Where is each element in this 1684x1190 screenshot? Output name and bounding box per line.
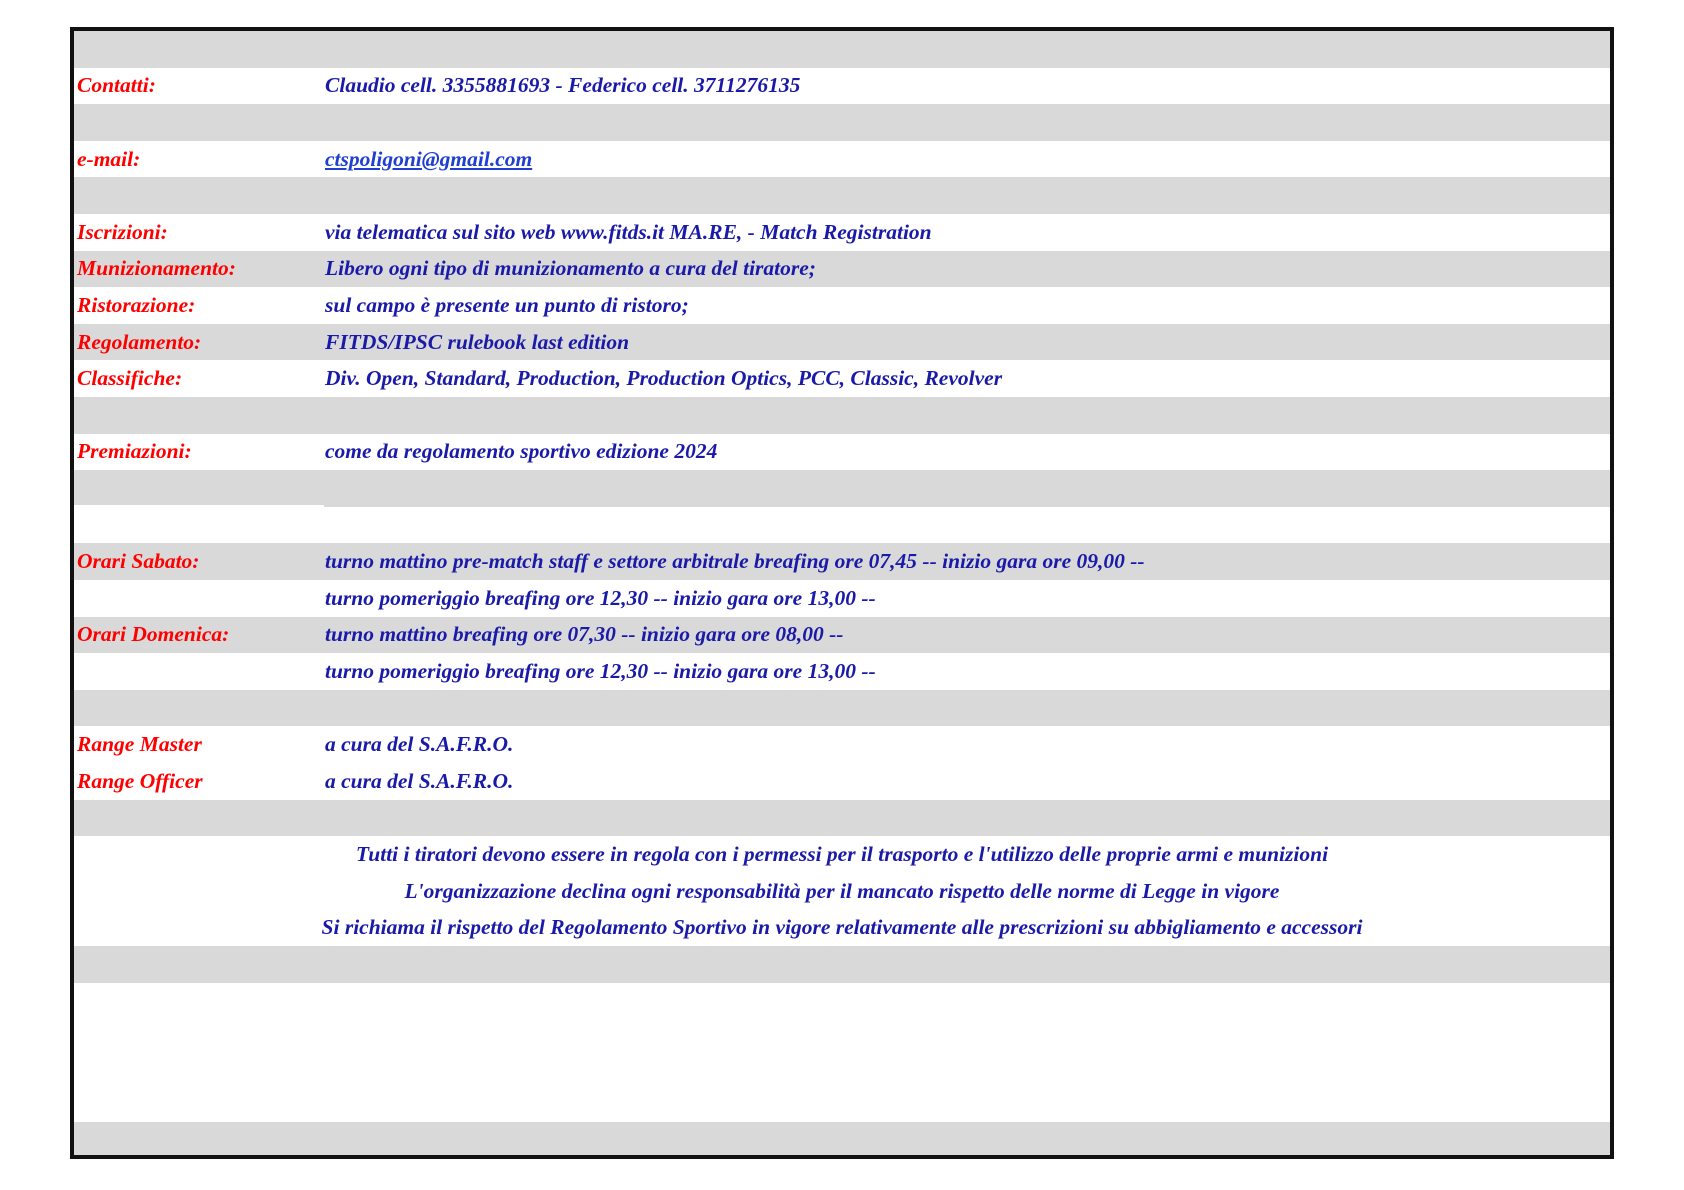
info-value: sul campo è presente un punto di ristoro;: [325, 292, 689, 317]
spacer-row: [74, 1122, 1610, 1155]
spacer-row: [74, 800, 1610, 837]
note-row: [74, 873, 1610, 910]
spacer-row: [74, 690, 1610, 727]
info-value: FITDS/IPSC rulebook last edition: [325, 329, 630, 354]
orari-sabato-pomeriggio: turno pomeriggio breafing ore 12,30 -- inizio gara ore 13,00 --: [325, 585, 876, 610]
orari-domenica-row-2: [74, 653, 1610, 690]
range-master-row: [74, 726, 1610, 763]
range-officer-row: [74, 763, 1610, 800]
note-row: [74, 836, 1610, 873]
note-text: Si richiama il rispetto del Regolamento Sportivo in vigore relativamente alle prescrizioni su abbigliamento e accessori: [321, 915, 1363, 940]
email-label: e-mail:: [77, 146, 141, 171]
email-link[interactable]: ctspoligoni@gmail.com: [325, 146, 533, 171]
info-label: Ristorazione:: [77, 292, 196, 317]
spacer-row: [74, 507, 1610, 544]
range-label: Range Officer: [77, 768, 203, 793]
orari-sabato-mattino: turno mattino pre-match staff e settore arbitrale breafing ore 07,45 -- inizio gara ore 09,00 --: [325, 549, 1145, 574]
contatti-label: Contatti:: [77, 73, 156, 98]
info-label: Iscrizioni:: [77, 219, 168, 244]
orari-sabato-row: [74, 543, 1610, 580]
contatti-row: [74, 68, 1610, 105]
orari-sabato-label: Orari Sabato:: [77, 549, 200, 574]
orari-sabato-row-2: [74, 580, 1610, 617]
orari-domenica-pomeriggio: turno pomeriggio breafing ore 12,30 -- inizio gara ore 13,00 --: [325, 658, 876, 683]
note-row: [74, 909, 1610, 946]
orari-domenica-label: Orari Domenica:: [77, 622, 230, 647]
info-value: Libero ogni tipo di munizionamento a cura del tiratore;: [325, 256, 816, 281]
info-value: via telematica sul sito web www.fitds.it MA.RE, - Match Registration: [325, 219, 932, 244]
info-sheet-frame: [70, 27, 1614, 1159]
info-row-regolamento: [74, 324, 1610, 361]
info-value: Div. Open, Standard, Production, Production Optics, PCC, Classic, Revolver: [325, 366, 1003, 391]
range-value: a cura del S.A.F.R.O.: [325, 732, 514, 757]
info-row-ristorazione: [74, 287, 1610, 324]
info-label: Munizionamento:: [77, 256, 236, 281]
premiazioni-label: Premiazioni:: [77, 439, 192, 464]
info-label: Classifiche:: [77, 366, 183, 391]
spacer-row: [74, 177, 1610, 214]
spacer-row: [74, 104, 1610, 141]
info-row-munizionamento: [74, 251, 1610, 288]
orari-domenica-mattino: turno mattino breafing ore 07,30 -- inizio gara ore 08,00 --: [325, 622, 844, 647]
note-text: L'organizzazione declina ogni responsabilità per il mancato rispetto delle norme di Legge in vigore: [404, 878, 1280, 903]
info-row-iscrizioni: [74, 214, 1610, 251]
range-value: a cura del S.A.F.R.O.: [325, 768, 514, 793]
note-text: Tutti i tiratori devono essere in regola con i permessi per il trasporto e l'utilizzo delle proprie armi e munizioni: [355, 841, 1329, 866]
contatti-value: Claudio cell. 3355881693 - Federico cell. 3711276135: [325, 73, 801, 98]
premiazioni-value: come da regolamento sportivo edizione 2024: [325, 439, 718, 464]
range-label: Range Master: [77, 732, 202, 757]
email-row: [74, 141, 1610, 178]
orari-domenica-row: [74, 617, 1610, 654]
premiazioni-row: [74, 434, 1610, 471]
info-label: Regolamento:: [77, 329, 202, 354]
spacer-row: [74, 470, 1610, 507]
spacer-row: [74, 397, 1610, 434]
spacer-row: [74, 946, 1610, 983]
info-row-classifiche: [74, 360, 1610, 397]
spacer-row: [74, 31, 1610, 68]
